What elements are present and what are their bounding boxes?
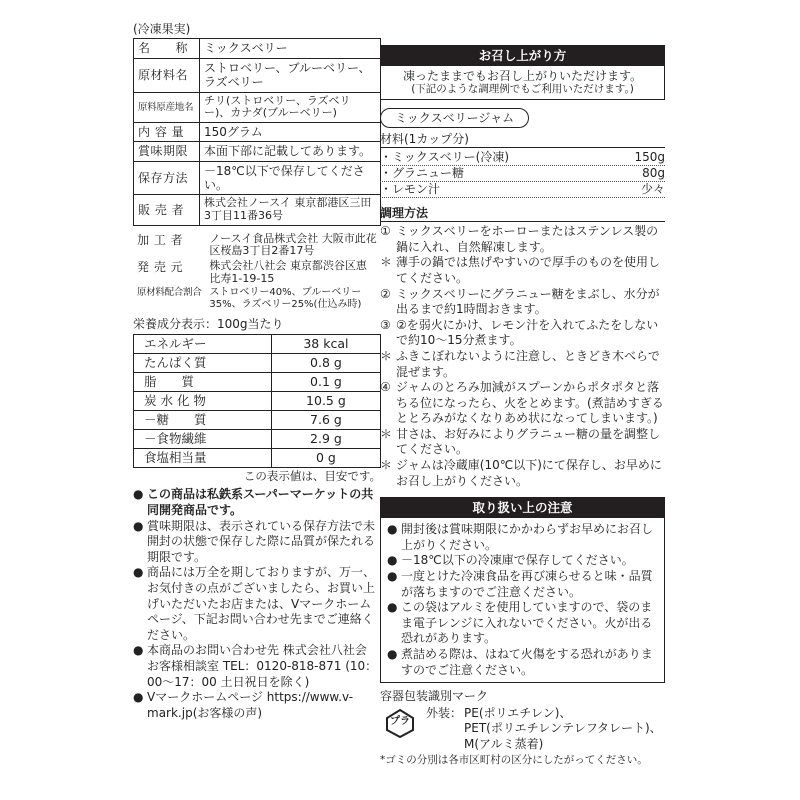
nutrition-title: 栄養成分表示：100g当たり [133, 317, 284, 332]
step-mark: ④ [380, 380, 391, 395]
serving-line1: 凍ったままでもお召し上がりいただけます。 [402, 69, 643, 83]
nutrition-row [134, 353, 381, 372]
method-step [380, 287, 665, 318]
nutrition-row [134, 334, 381, 353]
serving-line2: (下記のような調理例でもご利用いただけます。) [411, 83, 634, 96]
nutrition-row [134, 448, 381, 467]
handling-item [387, 647, 658, 678]
bullet-icon: ● [387, 647, 398, 661]
recipe-name-pill: ミックスベリージャム [380, 108, 529, 128]
serving-header: お召し上がり方 [380, 45, 665, 66]
extra-info [133, 232, 381, 312]
notice-item [133, 690, 381, 721]
handling-box [380, 518, 665, 683]
notice-item [133, 519, 381, 566]
extra-row-distributor [133, 259, 381, 286]
extra-key: 加 工 者 [137, 232, 184, 247]
extra-key: 原材料配合割合 [137, 287, 202, 299]
step-text: 甘さは、お好みによりグラニュー糖の量を調整してください。 [396, 426, 661, 457]
notices [133, 487, 381, 721]
nutrient-value: 0 g [271, 448, 380, 467]
handling-item [387, 569, 658, 600]
info-key: 保存方法 [134, 161, 200, 195]
recycle-note: *ゴミの分別は各市区町村の区分にしたがってください。 [380, 754, 648, 767]
bullet-icon: ● [133, 690, 144, 705]
info-key: 内 容 量 [134, 122, 200, 141]
material-amount: 80g [642, 165, 665, 180]
materials-list [380, 147, 665, 198]
notice-text: 本商品のお問い合わせ先 株式会社八社会 お客様相談室 TEL：0120-818-871 (10：00～17：00 土日祝日を除く) [147, 643, 379, 689]
notice-text: Vマークホームページ https://www.v-mark.jp(お客様の声) [147, 690, 354, 720]
material-row [380, 182, 665, 198]
extra-value: 株式会社八社会 東京都渋谷区恵比寿1-19-15 [209, 258, 367, 285]
info-value: 150グラム [200, 122, 381, 141]
recycle-title: 容器包装識別マーク [380, 689, 489, 704]
step-mark: ③ [380, 317, 391, 332]
handling-text: 煮詰める際は、はねて火傷をする恐れがありますのでご注意ください。 [401, 647, 653, 677]
method-step [380, 349, 665, 380]
notice-item [133, 487, 381, 518]
step-text: ②を弱火にかけ、レモン汁を入れてふたをしないで約10～15分煮ます。 [396, 317, 659, 348]
info-value: ストロベリー、ブルーベリー、ラズベリー [200, 58, 381, 92]
category-label: (冷凍果実) [133, 22, 191, 36]
nutrient-value: 7.6 g [271, 410, 380, 429]
handling-text: この袋はアルミを使用していますので、袋のまま電子レンジに入れないでください。火が出る恐れがあります。 [401, 600, 653, 646]
notice-text: 商品には万全を期しておりますが、万一、お気付きの点がございましたら、お買い上げいただいたお店または、Vマークホームページ、下記お問い合わせ先までご連絡ください。 [147, 565, 376, 642]
extra-row-processor [133, 232, 381, 259]
material-row [380, 150, 665, 166]
recycle-line: PE(ポリエチレン)、 [464, 705, 572, 720]
info-value: ミックスベリー [200, 39, 381, 58]
method-title: 調理方法 [380, 206, 665, 222]
step-text: 薄手の鍋では焦げやすいので厚手のものを使用してください。 [396, 255, 661, 285]
step-mark: ＊ [380, 458, 393, 473]
step-text: ミックスベリーをホーローまたはステンレス製の鍋に入れ、自然解凍します。 [396, 224, 659, 254]
nutrient-name: 脂 質 [134, 372, 272, 391]
step-text: ふきこぼれないように注意し、ときどき木べらで混ぜます。 [396, 348, 660, 379]
recycle-materials [464, 706, 662, 753]
handling-item [387, 522, 658, 553]
extra-key: 発 売 元 [137, 259, 184, 274]
step-mark: ② [380, 286, 391, 301]
notice-text: 賞味期限は、表示されている保存方法で未開封の状態で保存した際に品質が保たれる期限です。 [147, 518, 376, 564]
info-value: －18℃以下で保存してください。 [200, 161, 381, 195]
extra-row-ratio [133, 286, 381, 311]
bullet-icon: ● [133, 643, 144, 658]
nutrient-name: 炭 水 化 物 [134, 391, 272, 410]
material-name: ・レモン汁 [380, 181, 441, 196]
bullet-icon: ● [387, 522, 398, 537]
nutrition-row [134, 410, 381, 429]
nutrition-row [134, 429, 381, 448]
step-mark: ① [380, 224, 391, 239]
step-mark: ＊ [380, 255, 393, 270]
info-value: チリ(ストロベリー、ラズベリー)、カナダ(ブルーベリー) [200, 92, 381, 122]
info-key: 販 売 者 [134, 195, 200, 225]
material-name: ・ミックスベリー(冷凍) [380, 149, 510, 164]
product-info-table [133, 38, 381, 225]
material-name: ・グラニュー糖 [380, 165, 465, 180]
material-row [380, 166, 665, 182]
handling-item [387, 600, 658, 647]
handling-text: 開封後は賞味期限にかかわらずお早めにお召し上がりください。 [401, 522, 654, 552]
info-row-seller [134, 195, 381, 225]
recycle-mark-text: プラ [390, 715, 410, 727]
serving-box [380, 66, 665, 100]
nutrient-name: 食塩相当量 [134, 448, 272, 467]
handling-header: 取り扱い上の注意 [380, 497, 665, 518]
nutrition-note: この表示値は、目安です。 [243, 468, 381, 483]
info-key: 原材料名 [134, 58, 200, 92]
step-mark: ＊ [380, 348, 393, 363]
nutrition-row [134, 391, 381, 410]
info-key: 原料原産地名 [134, 92, 200, 122]
info-row-origin [134, 92, 381, 122]
info-value: 本面下部に記載してあります。 [200, 142, 381, 161]
nutrient-value: 2.9 g [271, 429, 380, 448]
method-step [380, 458, 665, 489]
nutrient-name: －糖 質 [134, 410, 272, 429]
step-mark: ＊ [380, 426, 393, 441]
info-key: 名 称 [134, 39, 200, 58]
material-amount: 少々 [640, 181, 665, 196]
recycle-section [380, 706, 665, 753]
bullet-icon: ● [387, 553, 398, 568]
method-steps [380, 224, 665, 489]
bullet-icon: ● [387, 569, 398, 584]
info-row-name [134, 39, 381, 58]
method-step [380, 427, 665, 458]
recycle-line: PET(ポリエチレンテレフタレート)、 [464, 721, 662, 736]
nutrient-value: 0.8 g [271, 353, 380, 372]
bullet-icon: ● [133, 518, 144, 533]
nutrient-value: 10.5 g [271, 391, 380, 410]
step-text: ミックスベリーにグラニュー糖をまぶし、水分が出るまで約1時間おきます。 [396, 286, 660, 317]
notice-text: この商品は私鉄系スーパーマーケットの共同開発商品です。 [147, 487, 374, 518]
info-row-expiry [134, 142, 381, 161]
notice-item [133, 643, 381, 690]
recycle-line: M(アルミ蒸着) [464, 736, 544, 751]
info-row-storage [134, 161, 381, 195]
left-column [133, 22, 381, 721]
step-text: ジャムは冷蔵庫(10℃以下)にて保存し、お早めにお召し上がりください。 [396, 458, 662, 488]
nutrient-value: 38 kcal [271, 334, 380, 353]
info-row-ingredients [134, 58, 381, 92]
bullet-icon: ● [133, 487, 144, 502]
recycle-label: 外装： [426, 705, 463, 720]
extra-value: ストロベリー40%、ブルーベリー35%、ラズベリー25%(仕込み時) [209, 287, 362, 310]
handling-text: －18℃以下の冷凍庫で保存してください。 [401, 553, 634, 568]
material-amount: 150g [634, 149, 665, 164]
bullet-icon: ● [133, 565, 144, 580]
right-column [380, 45, 665, 767]
bullet-icon: ● [387, 600, 398, 615]
nutrient-name: エネルギー [134, 334, 272, 353]
nutrition-row [134, 372, 381, 391]
method-step [380, 255, 665, 286]
nutrient-name: たんぱく質 [134, 353, 272, 372]
materials-title: 材料(1カップ分) [380, 132, 469, 147]
method-step [380, 224, 665, 255]
method-step [380, 380, 665, 427]
nutrition-table [133, 334, 381, 468]
nutrient-name: －食物繊維 [134, 429, 272, 448]
handling-item [387, 553, 658, 569]
method-step [380, 318, 665, 349]
info-key: 賞味期限 [134, 142, 200, 161]
info-value: 株式会社ノースイ 東京都港区三田3丁目11番36号 [200, 195, 381, 225]
info-row-quantity [134, 122, 381, 141]
notice-item [133, 565, 381, 643]
handling-text: 一度とけた冷凍食品を再び凍らせると味・品質が落ちますのでご注意ください。 [401, 569, 653, 599]
extra-value: ノースイ食品株式会社 大阪市此花区桜島3丁目2番17号 [209, 231, 377, 258]
step-text: ジャムのとろみ加減がスプーンからポタポタと落ちる位になったら、火をとめます。(煮詰めすぎるととろみがなくなりあめ状になってしまいます。) [396, 380, 664, 426]
recycle-mark-icon [384, 708, 416, 738]
nutrient-value: 0.1 g [271, 372, 380, 391]
